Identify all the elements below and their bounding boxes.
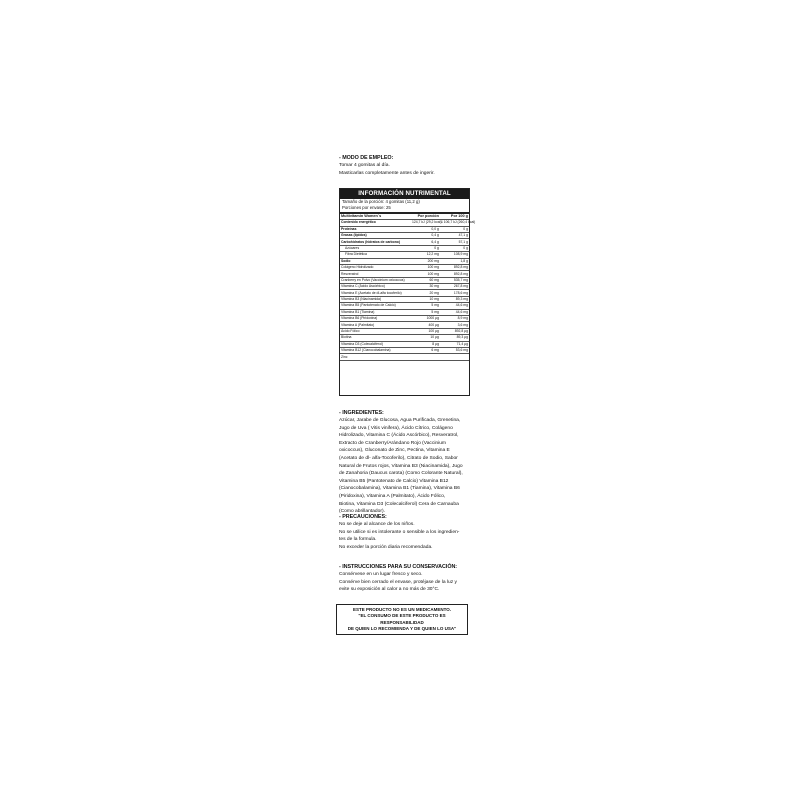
per-serving-value: 5 mg bbox=[411, 309, 440, 315]
per-serving-value: 10 μg bbox=[411, 335, 440, 341]
per-serving-value: 124,7 kJ (29,2 kcal) bbox=[411, 220, 442, 225]
per-100g-value: 178,6 mg bbox=[440, 290, 469, 296]
nutrition-grid bbox=[340, 213, 476, 361]
precauciones-line: No se utilice si es intolerante o sensible a los ingredien- bbox=[339, 529, 460, 535]
nutrient-name: Biotina bbox=[340, 335, 411, 341]
precauciones-line: No exceder la porción diaria recomendada. bbox=[339, 544, 433, 550]
per-serving-value: 1000 μg bbox=[411, 316, 440, 322]
nutrient-name: Vitamina B12 (Cianocobalamina) bbox=[340, 348, 411, 354]
per-serving-value: 30 mg bbox=[411, 284, 440, 290]
per-100g-value: 53,6 mg bbox=[440, 348, 469, 354]
ingredientes-line: Jugo de Uva ( Vitis vinifera), Ácido Cítrico, Colágeno bbox=[339, 425, 453, 431]
per-100g-value: 535,7 mg bbox=[440, 277, 469, 283]
nutrient-name: Vitamina C (Ácido Ascórbico) bbox=[340, 284, 411, 290]
nutrient-name: Proteínas bbox=[340, 226, 411, 232]
serving-size: Tamaño de la porción: 4 gomitas (11,2 g) bbox=[342, 199, 420, 204]
nutrient-name: Cranberry en Polvo (Vaccinium oxicoccus) bbox=[340, 277, 411, 283]
nutrient-name: Grasas (lípidos) bbox=[340, 232, 411, 238]
per-serving-value: 10 mg bbox=[411, 296, 440, 302]
nutrient-name: Contenido energético bbox=[340, 220, 411, 226]
ingredientes-text bbox=[339, 417, 463, 516]
modo-empleo-section bbox=[339, 155, 435, 177]
ingredientes-title: - INGREDIENTES: bbox=[339, 410, 384, 416]
modo-empleo-line: Masticarlas completamente antes de ingerir. bbox=[339, 170, 435, 176]
per-100g-value: 89,3 mg bbox=[440, 296, 469, 302]
per-100g-value: 44,6 mg bbox=[440, 309, 469, 315]
nutrient-name: Colágeno Hidrolizado bbox=[340, 264, 411, 270]
nutrient-name: Ácido Fólico bbox=[340, 328, 411, 334]
per-serving-value: 100 mg bbox=[411, 271, 440, 277]
per-serving-value bbox=[411, 354, 440, 360]
per-100g-value: 267,8 mg bbox=[440, 284, 469, 290]
disclaimer-line: DE QUIEN LO RECOMIENDA Y DE QUIEN LO USA" bbox=[347, 626, 457, 632]
column-header: Por 100 g bbox=[440, 214, 469, 220]
modo-empleo-text bbox=[339, 162, 435, 177]
conservacion-line: Consérve bien cerrado el envase, protéjase de la luz y bbox=[339, 579, 457, 585]
conservacion-text bbox=[339, 571, 457, 594]
conservacion-section bbox=[339, 564, 457, 594]
nutrient-name: Fibra Dietética bbox=[340, 252, 411, 258]
column-header: Por porción bbox=[411, 214, 440, 220]
precauciones-line: tes de la formula. bbox=[339, 537, 377, 543]
per-100g-value: 71,4 μg bbox=[440, 341, 469, 347]
nutrient-name: Vitamina D3 (Colecalciferol) bbox=[340, 341, 411, 347]
per-serving-value: 60 mg bbox=[411, 277, 440, 283]
per-serving-value: 200 mg bbox=[411, 258, 440, 264]
nutrient-name: Vitamina B5 (Pantotenato de Calcio) bbox=[340, 303, 411, 309]
disclaimer-line: ESTE PRODUCTO NO ES UN MEDICAMENTO. bbox=[352, 607, 452, 612]
per-serving-value: 6 mg bbox=[411, 348, 440, 354]
per-100g-value: 57,1 g bbox=[440, 239, 469, 245]
nutrient-name: Zinc bbox=[340, 354, 411, 360]
per-100g-value: 1,8 g bbox=[440, 258, 469, 264]
nutrient-name: Vitamina B1 (Tiamina) bbox=[340, 309, 411, 315]
per-serving-value: 0,0 g bbox=[411, 226, 440, 232]
ingredientes-line: (Como abrillantador). bbox=[339, 509, 385, 515]
nutrient-name: Vitamina A (Palmitato) bbox=[340, 322, 411, 328]
precauciones-text bbox=[339, 521, 459, 551]
nutrient-name: Azúcares bbox=[340, 245, 411, 251]
modo-empleo-title: - MODO DE EMPLEO: bbox=[339, 155, 394, 161]
nutrient-name: Sodio bbox=[340, 258, 411, 264]
per-serving-value: 6,4 g bbox=[411, 239, 440, 245]
per-serving-value: 8 μg bbox=[411, 341, 440, 347]
ingredientes-line: Azúcar, Jarabe de Glucosa, Agua Purificada, Grenetina, bbox=[339, 418, 461, 423]
per-100g-value: 0 g bbox=[440, 226, 469, 232]
per-serving-value: 400 μg bbox=[411, 322, 440, 328]
per-serving-value: 100 mg bbox=[411, 264, 440, 270]
disclaimer-line: "EL CONSUMO DE ESTE PRODUCTO ES RESPONSABILIDAD bbox=[358, 613, 446, 625]
ingredientes-line: Biotina, Vitamina D3 (Colecalciferol) Cera de Carnauba bbox=[339, 501, 459, 507]
nutrient-name: Resveratrol bbox=[340, 271, 411, 277]
modo-empleo-line: Tomar 4 gomitas al día. bbox=[339, 163, 390, 168]
per-serving-value: 0 g bbox=[411, 245, 440, 251]
medication-disclaimer-box bbox=[336, 604, 468, 635]
per-100g-value: 8,9 mg bbox=[440, 316, 469, 322]
ingredientes-line: oxicoccus), Gluconato de Zinc, Pectina, Vitamina E bbox=[339, 448, 450, 454]
conservacion-title: - INSTRUCCIONES PARA SU CONSERVACIÓN: bbox=[339, 564, 458, 570]
per-serving-value: 5 mg bbox=[411, 303, 440, 309]
per-serving-value: 20 mg bbox=[411, 290, 440, 296]
per-100g-value: 44,6 mg bbox=[440, 303, 469, 309]
ingredientes-line: (Piridoxina), Vitamina A (Palmitato), Ácido Fólico, bbox=[339, 493, 446, 499]
per-100g-value bbox=[440, 354, 469, 360]
column-header: Multivitamin Women´s bbox=[340, 214, 411, 220]
ingredientes-line: Hidrolizado, Vitamina C (Ácido Ascórbico), Resveratrol, bbox=[339, 433, 459, 439]
per-serving-value: 100 μg bbox=[411, 328, 440, 334]
per-100g-value: 0 g bbox=[440, 245, 469, 251]
ingredientes-line: (Acetato de dl- alfa-Tocoferilo), Citrato de Sodio, Sabor bbox=[339, 455, 458, 461]
ingredientes-line: Vitamina B5 (Pantotenato de Calcio) Vitamina B12 bbox=[339, 478, 449, 484]
nutrient-name: Vitamina E (Acetato de dl-alfa tocoferilo) bbox=[340, 290, 411, 296]
ingredientes-line: de Zanahoria (Daucus carota) (Como Colorante Natural), bbox=[339, 471, 463, 477]
per-100g-value: 892,8 μg bbox=[440, 328, 469, 334]
servings-per-container: Porciones por envase: 25 bbox=[342, 205, 391, 210]
per-100g-value: 89,3 μg bbox=[440, 335, 469, 341]
nutrient-name: Vitamina B3 (Niacinamida) bbox=[340, 296, 411, 302]
ingredientes-line: Extracto de Cranberry/Arándano Rojo (Vaccinium bbox=[339, 440, 447, 446]
ingredientes-section bbox=[339, 410, 463, 516]
per-100g-value: 47,1 g bbox=[440, 232, 469, 238]
conservacion-line: evite su exposición al calor a no más de 30°C. bbox=[339, 587, 440, 593]
nutrition-facts-table bbox=[339, 188, 476, 396]
ingredientes-line: (Cianocobalamina), Vitamina B1 (Tiamina), Vitamina B6 bbox=[339, 486, 460, 492]
nutrient-name: Carbohidratos (hidratos de carbono) bbox=[340, 239, 411, 245]
per-100g-value: 892,8 mg bbox=[440, 271, 469, 277]
per-100g-value: 892,8 mg bbox=[440, 264, 469, 270]
nutrition-row bbox=[340, 354, 469, 360]
precauciones-line: No se deje al alcance de los niños. bbox=[339, 522, 415, 527]
precauciones-title: - PRECAUCIONES: bbox=[339, 514, 387, 520]
ingredientes-line: Natural de Frutos rojos, Vitamina B3 (Niacinamida), Jugo bbox=[339, 463, 463, 469]
per-100g-value: 108,9 mg bbox=[440, 252, 469, 258]
per-100g-value: 1 106,7 kJ (260,4 kcal) bbox=[440, 220, 476, 225]
per-serving-value: 12,2 mg bbox=[411, 252, 440, 258]
per-100g-value: 3,6 mg bbox=[440, 322, 469, 328]
conservacion-line: Consérvese en un lugar fresco y seco. bbox=[339, 572, 423, 577]
per-serving-value: 0,4 g bbox=[411, 232, 440, 238]
precauciones-section bbox=[339, 514, 459, 551]
nutrient-name: Vitamina B6 (Piridoxina) bbox=[340, 316, 411, 322]
nutrition-header: INFORMACIÓN NUTRIMENTAL bbox=[340, 189, 469, 199]
